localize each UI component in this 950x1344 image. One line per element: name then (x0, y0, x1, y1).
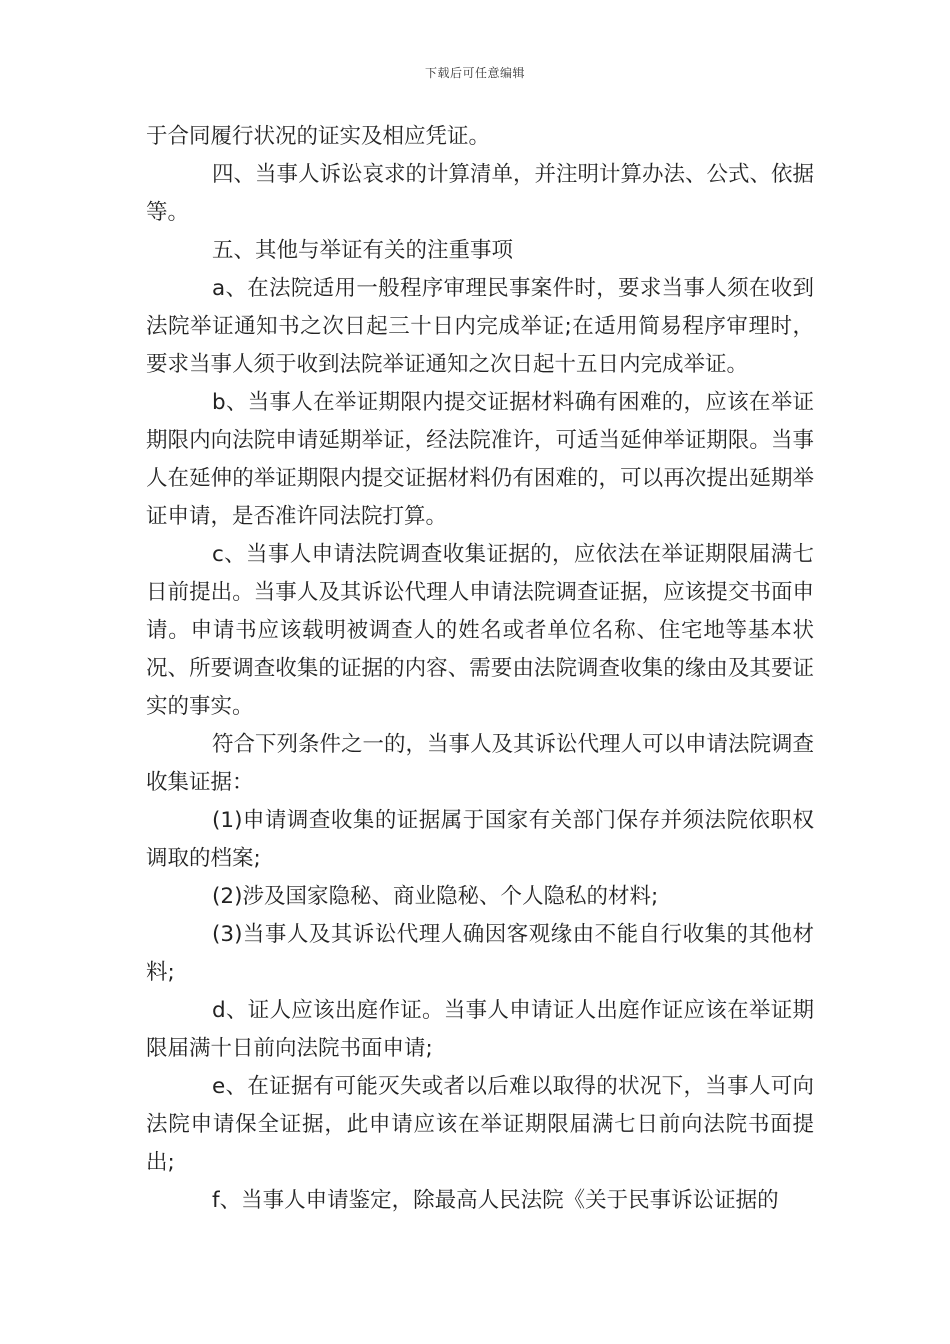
document-body (146, 118, 814, 1220)
paragraph: c、当事人申请法院调查收集证据的，应依法在举证期限届满七日前提出。当事人及其诉讼代理人申请法院调查证据，应该提交书面申请。申请书应该载明被调查人的姓名或者单位名称、住宅地等基本状况、所要调查收集的证据的内容、需要由法院调查收集的缘由及其要证实的事实。 (146, 542, 814, 719)
paragraph: a、在法院适用一般程序审理民事案件时，要求当事人须在收到法院举证通知书之次日起三十日内完成举证;在适用简易程序审理时，要求当事人须于收到法院举证通知之次日起十五日内完成举证。 (146, 276, 814, 377)
list-item: (3)当事人及其诉讼代理人确因客观缘由不能自行收集的其他材料; (146, 922, 814, 985)
paragraph: b、当事人在举证期限内提交证据材料确有困难的，应该在举证期限内向法院申请延期举证，经法院准许，可适当延伸举证期限。当事人在延伸的举证期限内提交证据材料仍有困难的，可以再次提出延期举证申请，是否准许同法院打算。 (146, 390, 814, 529)
list-item: (1)申请调查收集的证据属于国家有关部门保存并须法院依职权调取的档案; (146, 808, 814, 871)
paragraph: d、证人应该出庭作证。当事人申请证人出庭作证应该在举证期限届满十日前向法院书面申请; (146, 998, 814, 1061)
paragraph: e、在证据有可能灭失或者以后难以取得的状况下，当事人可向法院申请保全证据，此申请应该在举证期限届满七日前向法院书面提出; (146, 1074, 814, 1175)
list-item: (2)涉及国家隐秘、商业隐秘、个人隐私的材料; (212, 884, 659, 909)
paragraph: 五、其他与举证有关的注重事项 (212, 238, 514, 263)
paragraph: 符合下列条件之一的，当事人及其诉讼代理人可以申请法院调查收集证据： (146, 732, 815, 795)
paragraph: 于合同履行状况的证实及相应凭证。 (146, 124, 491, 149)
page-header: 下载后可任意编辑 (424, 66, 525, 80)
paragraph: f、当事人申请鉴定，除最高人民法院《关于民事诉讼证据的 (212, 1188, 779, 1213)
paragraph: 四、当事人诉讼哀求的计算清单，并注明计算办法、公式、依据等。 (146, 162, 815, 225)
